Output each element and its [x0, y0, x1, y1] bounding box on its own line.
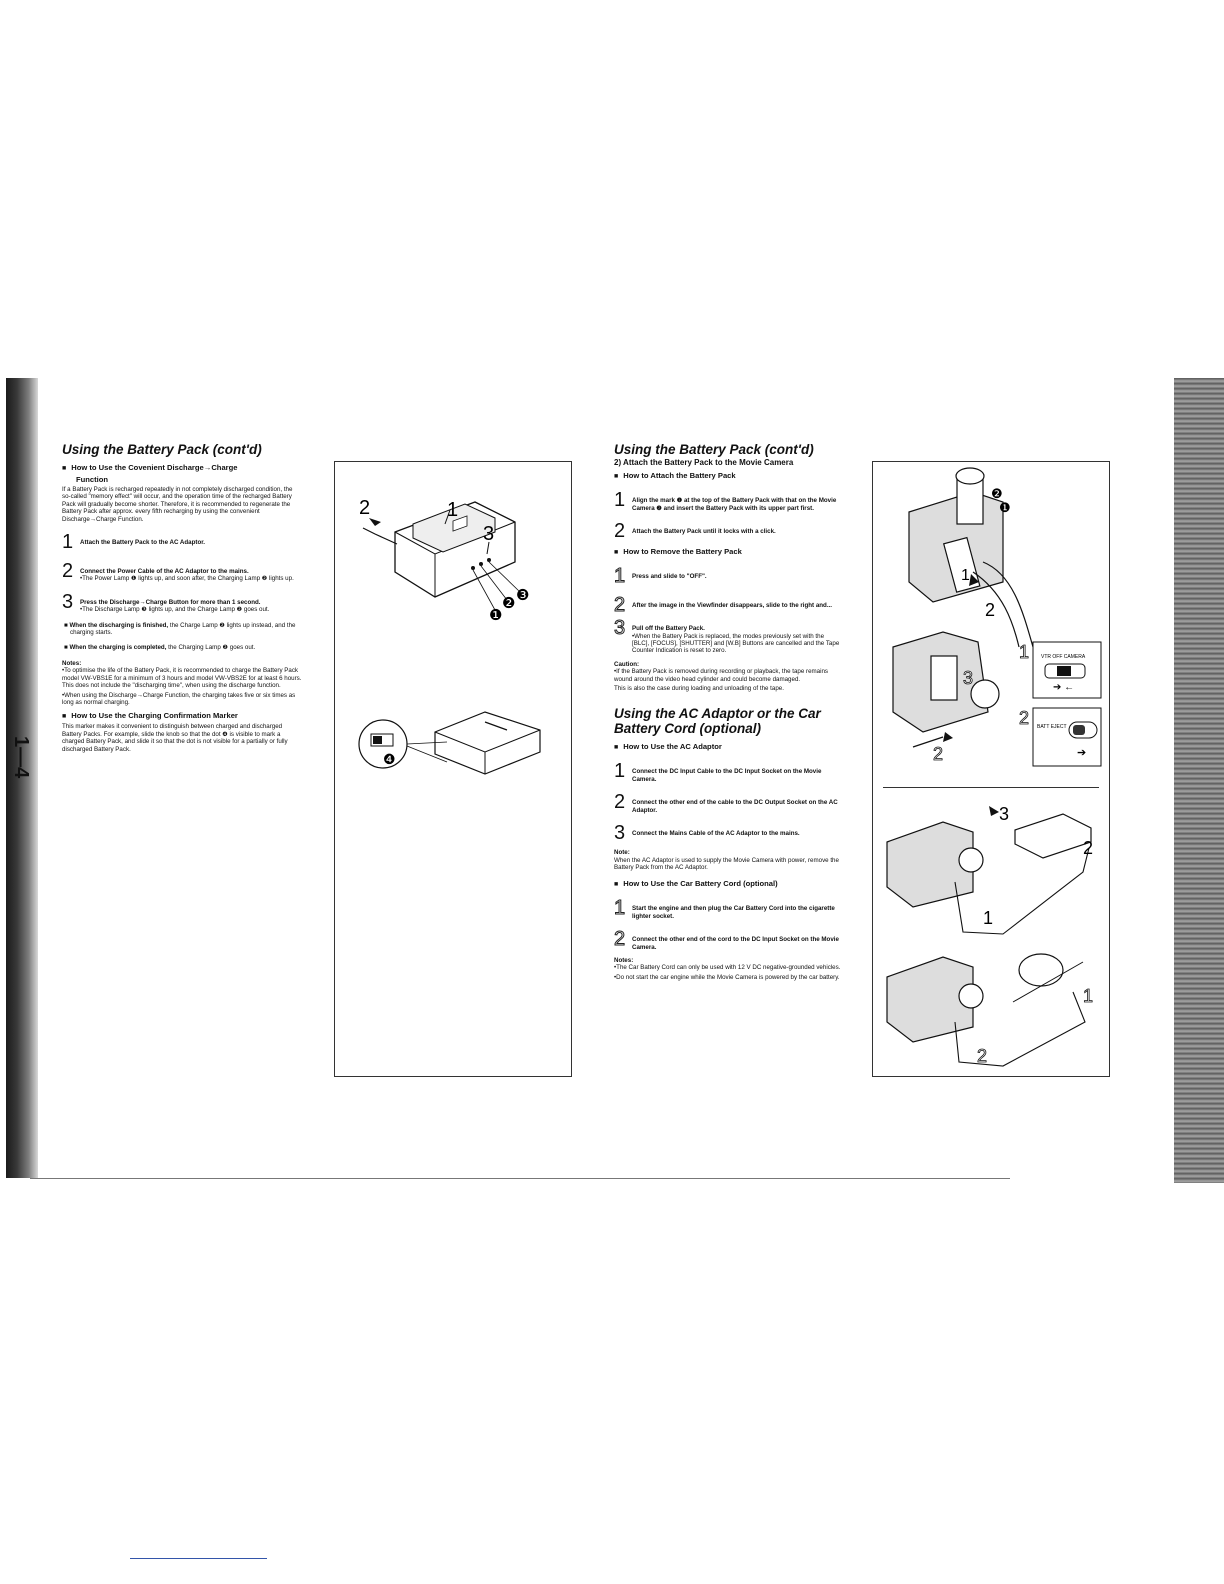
note-text: When the AC Adaptor is used to supply the Movie Camera with power, remove the Battery Pack from the AC Adaptor.: [614, 856, 839, 871]
step-text: Start the engine and then plug the Car Battery Cord into the cigarette lighter socket.: [632, 905, 835, 920]
step-number: 2: [614, 520, 626, 543]
power-switch-label: VTR OFF CAMERA: [1041, 654, 1086, 660]
step-number: 2: [614, 594, 626, 617]
fig2-ac-label-2: 2: [1083, 838, 1094, 858]
step-text: Connect the Mains Cable of the AC Adaptor to the mains.: [632, 830, 800, 838]
fig2-remove-label-2b: 2: [933, 744, 944, 764]
section-title-ac-adaptor: Using the AC Adaptor or the Car Battery Cord (optional): [614, 706, 821, 737]
step-text: Press and slide to "OFF".: [632, 573, 707, 581]
page-number: 1—4: [10, 736, 32, 779]
step-text: Connect the Power Cable of the AC Adaptor to the mains.: [80, 568, 249, 576]
fig1-callout-2: ❷: [502, 595, 516, 612]
caution-text: •If the Battery Pack is removed during recording or playback, the tape remains wound around the video head cylinder and could become damaged.: [614, 668, 829, 683]
section-title-left: Using the Battery Pack (cont'd): [62, 442, 262, 457]
fig1-callout-4: ❹: [383, 751, 396, 767]
fig2-ac-label-1: 1: [983, 908, 994, 928]
camera-illustration: [873, 462, 1109, 1076]
step-number: 3: [614, 822, 626, 845]
step-number: 1: [614, 489, 626, 512]
left-text-column: [62, 442, 302, 755]
subheading-attach: ■ How to Attach the Battery Pack: [614, 471, 842, 481]
fig2-attach-label-2: 2: [985, 600, 996, 620]
ac-step-2: [614, 791, 842, 814]
note-item: •Do not start the car engine while the Movie Camera is powered by the car battery.: [614, 973, 840, 981]
adaptor-illustration: [335, 462, 571, 1076]
section-title-right: Using the Battery Pack (cont'd): [614, 442, 814, 457]
fig1-label-3: 3: [483, 523, 495, 545]
step-number: 3: [62, 590, 74, 613]
remove-step-3: [614, 617, 842, 655]
notes-heading: Notes:: [614, 956, 634, 964]
fig1-callout-1: ❶: [489, 607, 503, 624]
caution-text: This is also the case during loading and unloading of the tape.: [614, 685, 784, 693]
caution-heading: Caution:: [614, 660, 640, 668]
step-note: •The Power Lamp ❶ lights up, and soon after, the Charging Lamp ❷ lights up.: [80, 575, 294, 583]
fig2-attach-label-1: 1: [961, 567, 970, 584]
fig2-car-label-2: 2: [977, 1046, 988, 1066]
figure-camera-battery: [872, 461, 1110, 1077]
step-3: [62, 590, 302, 614]
fig2-remove-label-3: 3: [963, 668, 974, 688]
subheading-confirmation-marker: ■ How to Use the Charging Confirmation Marker: [62, 711, 302, 721]
fig2-remove-label-2: 2: [1019, 708, 1030, 728]
car-step-1: [614, 897, 842, 920]
step-text: Connect the other end of the cable to the DC Output Socket on the AC Adaptor.: [632, 799, 838, 814]
notes-heading: Notes:: [62, 659, 82, 667]
ac-step-1: [614, 760, 842, 783]
step-number: 3: [614, 617, 626, 640]
step-text: Attach the Battery Pack to the AC Adaptor.: [80, 539, 206, 547]
step-note: •The Discharge Lamp ❸ lights up, and the Charge Lamp ❷ goes out.: [80, 606, 270, 614]
subheading-car-battery: ■ How to Use the Car Battery Cord (optional): [614, 879, 842, 889]
step-number: 1: [62, 531, 74, 554]
discharge-finished-note: ■ When the discharging is finished, the Charge Lamp ❷ lights up instead, and the charging starts.: [64, 621, 296, 637]
eject-arrow: ➔: [1077, 747, 1087, 759]
fig1-label-1: 1: [447, 499, 459, 521]
fig2-callout-1: ❶: [999, 500, 1011, 515]
step-1: [62, 531, 302, 554]
subheading-function: Function: [76, 475, 109, 484]
step-number: 2: [614, 928, 626, 951]
figure-ac-adaptor-charging: [334, 461, 572, 1077]
ac-step-3: [614, 822, 842, 845]
note-heading: Note:: [614, 849, 630, 857]
subheading-ac-adaptor: ■ How to Use the AC Adaptor: [614, 742, 842, 752]
step-note: •When the Battery Pack is replaced, the modes previously set with the [BLC], [FOCUS], [SHUTTER] and [W.B] Buttons are cancelled and the Tape Counter Indication is reset to zero.: [632, 632, 840, 655]
step-text: Press the Discharge→Charge Button for more than 1 second.: [80, 598, 261, 606]
fig2-ac-label-3: 3: [999, 804, 1010, 824]
step-text: Connect the other end of the cord to the DC Input Socket on the Movie Camera.: [632, 936, 839, 951]
fig1-callout-3: ❸: [516, 587, 530, 604]
step-number: 1: [614, 760, 626, 783]
step-text: Connect the DC Input Cable to the DC Input Socket on the Movie Camera.: [632, 768, 822, 783]
step-number: 1: [614, 565, 626, 588]
attach-step-2: [614, 520, 842, 543]
fig2-remove-label-1: 1: [1019, 642, 1030, 662]
batt-eject-label: BATT EJECT: [1037, 724, 1067, 730]
fig2-car-label-1: 1: [1083, 986, 1094, 1006]
step-text: After the image in the Viewfinder disappears, slide to the right and...: [632, 602, 832, 610]
right-text-column: [614, 442, 842, 983]
slide-arrows: ➔ ←: [1053, 682, 1075, 693]
charge-completed-note: ■ When the charging is completed, the Charging Lamp ❷ goes out.: [64, 644, 256, 652]
step-number: 2: [62, 560, 74, 583]
subheading-remove: ■ How to Remove the Battery Pack: [614, 547, 842, 557]
fig1-label-2: 2: [359, 497, 371, 519]
footer-link-underline[interactable]: [130, 1558, 267, 1559]
step-text: Align the mark ❶ at the top of the Battery Pack with that on the Movie Camera ❷ and insert the Battery Pack with its upper part first.: [632, 497, 837, 512]
fig2-callout-2: ❷: [991, 486, 1003, 501]
discharge-intro-text: If a Battery Pack is recharged repeatedly in not completely discharged condition, the so-called "memory effect" will occur, and the operation time of the recharged Battery Pack will gradually become shorter. Therefore, it is recommended to regenerate the Battery Pack after approx. every fifth recharging by using the convenient Discharge→Charge Function.: [62, 486, 293, 523]
step-text: Attach the Battery Pack until it locks with a click.: [632, 528, 776, 536]
step-number: 1: [614, 897, 626, 920]
note-item: •When using the Discharge→Charge Function, the charging takes five or six times as long as normal charging.: [62, 691, 296, 706]
step-number: 2: [614, 791, 626, 814]
step-2: [62, 560, 302, 583]
scan-edge-right: [1174, 378, 1224, 1183]
page-bottom-rule: [30, 1178, 1010, 1179]
attach-step-1: [614, 489, 842, 512]
car-step-2: [614, 928, 842, 951]
note-item: •The Car Battery Cord can only be used with 12 V DC negative-grounded vehicles.: [614, 964, 841, 972]
note-item: •To optimise the life of the Battery Pack, it is recommended to charge the Battery Pack model VW-VBS1E for a minimum of 3 hours and model VW-VBS2E for at least 6 hours. This does not include the "discharging time", when using the discharge function.: [62, 667, 302, 690]
subheading-discharge-charge: ■ How to Use the Covenient Discharge→Charge: [62, 463, 302, 473]
step-text: Pull off the Battery Pack.: [632, 625, 705, 633]
attach-lead-heading: 2) Attach the Battery Pack to the Movie Camera: [614, 458, 794, 467]
confirmation-marker-text: This marker makes it convenient to distinguish between charged and discharged Battery Packs. For example, slide the knob so that the dot ❹ is visible to mark a charged Battery Pack, and slide it so that the dot is not visible for a partially or fully discharged Battery Pack.: [62, 723, 288, 753]
remove-step-1: [614, 565, 842, 588]
remove-step-2: [614, 594, 842, 617]
